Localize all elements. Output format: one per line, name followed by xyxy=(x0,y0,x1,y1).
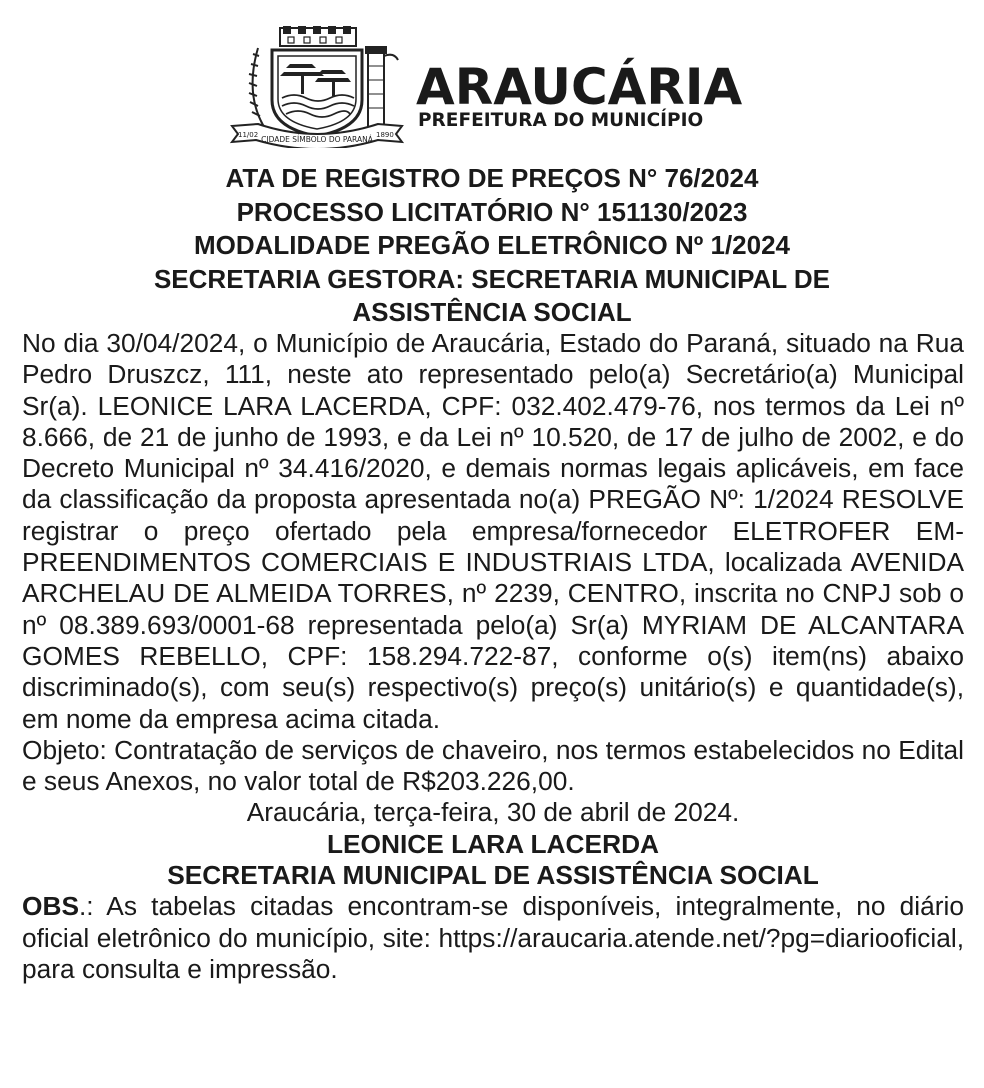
coat-of-arms-seal xyxy=(228,26,404,148)
document-titles xyxy=(20,162,964,330)
title-secretaria-line-2: ASSISTÊNCIA SOCIAL xyxy=(352,297,632,327)
main-paragraph: No dia 30/04/2024, o Município de Araucária, Estado do Paraná, situado na Rua Pedro Druszcz, 111, neste ato representado pelo(a) Secretário(a) Municipal Sr(a). LEONICE LARA LACERDA, CPF: 032.402.479-76, nos termos da Lei nº 8.666, de 21 de junho de 1993, e da Lei nº 10.520, de 17 de julho de 2002, e do Decreto Municipal nº 34.416/2020, e demais normas legais aplicáveis, em face da classificação da proposta apresentada no(a) PREGÃO Nº: 1/2024 RESOLVE registrar o preço ofertado pela empresa/fornecedor ELETROFER EMPREENDIMENTOS COMERCIAIS E INDUSTRIAIS LTDA, localizada AVENIDA ARCHELAU DE ALMEIDA TORRES, nº 2239, CENTRO, inscrita no CNPJ sob o nº 08.389.693/0001-68 representada pelo(a) Sr(a) MYRIAM DE ALCANTARA GOMES REBELLO, CPF: 158.294.722-87, conforme o(s) item(ns) abaixo discriminado(s), com seu(s) respectivo(s) preço(s) unitário(s) e quantidade(s), em nome da empresa acima citada. xyxy=(22,328,964,734)
obs-label: OBS xyxy=(22,891,79,922)
signer-role: SECRETARIA MUNICIPAL DE ASSISTÊNCIA SOCIAL xyxy=(167,860,819,891)
seal-left-date: 11/02 xyxy=(238,131,259,139)
municipality-brand xyxy=(416,58,743,131)
brand-name: ARAUCÁRIA xyxy=(416,58,743,116)
title-modalidade: MODALIDADE PREGÃO ELETRÔNICO Nº 1/2024 xyxy=(193,230,791,260)
seal-ribbon-text: CIDADE SÍMBOLO DO PARANÁ xyxy=(261,135,373,144)
obs-paragraph xyxy=(22,891,964,985)
document-header xyxy=(228,26,768,148)
seal-right-year: 1890 xyxy=(376,131,394,139)
brand-subtitle: PREFEITURA DO MUNICÍPIO xyxy=(418,110,704,131)
objeto-paragraph: Objeto: Contratação de serviços de chaveiro, nos termos estabelecidos no Edital e seus Anexos, no valor total de R$203.226,00. xyxy=(22,734,964,797)
title-ata: ATA DE REGISTRO DE PREÇOS N° 76/2024 xyxy=(225,163,759,193)
title-secretaria-line-1: SECRETARIA GESTORA: SECRETARIA MUNICIPAL DE xyxy=(153,263,831,294)
obs-text: .: As tabelas citadas encontram-se disponíveis, integralmente, no diário oficial eletrônico do município, site: https://araucaria.atende.net/?pg=diariooficial, para consulta e impressão. xyxy=(22,891,964,984)
signer-name: LEONICE LARA LACERDA xyxy=(326,828,660,859)
document-body xyxy=(22,328,964,985)
date-line: Araucária, terça-feira, 30 de abril de 2024. xyxy=(246,797,740,828)
title-processo: PROCESSO LICITATÓRIO N° 151130/2023 xyxy=(236,196,748,227)
